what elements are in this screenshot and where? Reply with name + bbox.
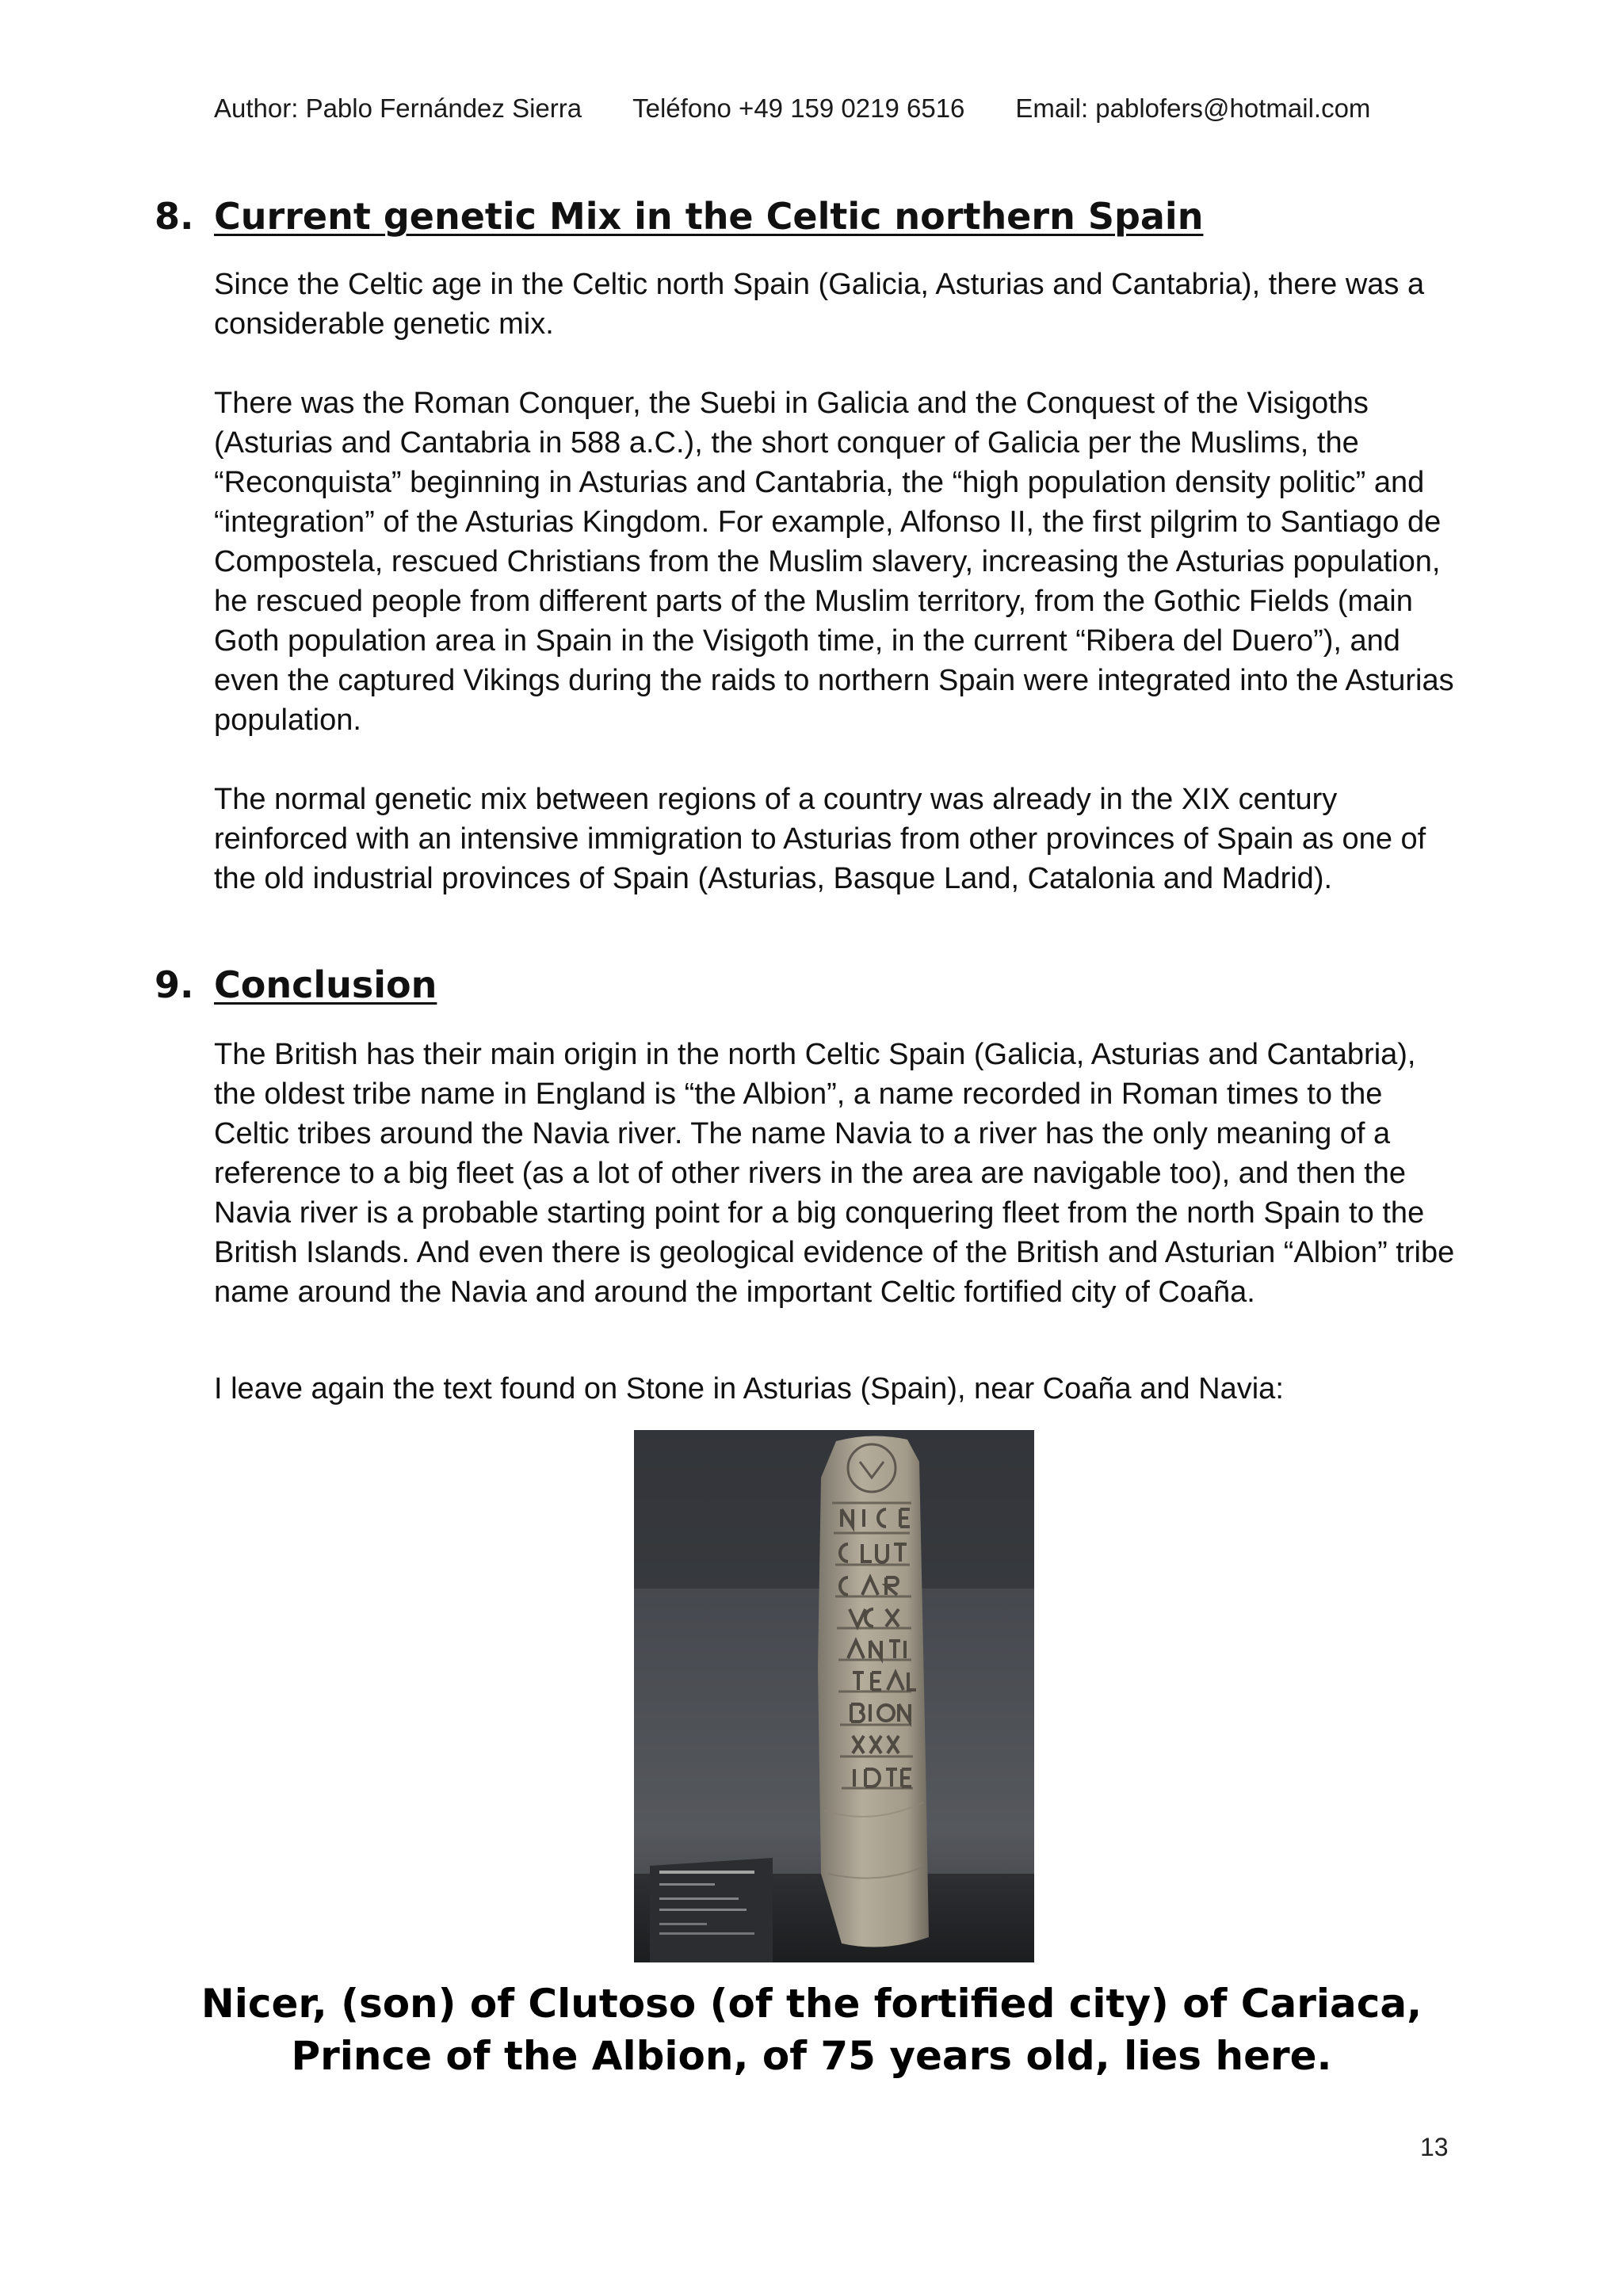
header-phone: Teléfono +49 159 0219 6516 bbox=[632, 93, 965, 123]
section-9-heading bbox=[155, 963, 437, 1006]
stele-caption-line-1: Nicer, (son) of Clutoso (of the fortified city) of Cariaca, bbox=[200, 1981, 1423, 2027]
section-9-number: 9. bbox=[155, 963, 194, 1006]
section-8-title: Current genetic Mix in the Celtic northern Spain bbox=[214, 195, 1204, 238]
section-9-title: Conclusion bbox=[214, 963, 437, 1006]
section-8-paragraph-1: Since the Celtic age in the Celtic north Spain (Galicia, Asturias and Cantabria), there was a considerable genetic mix. bbox=[214, 268, 1425, 341]
stele-caption-line-2: Prince of the Albion, of 75 years old, lies here. bbox=[291, 2033, 1332, 2079]
section-8-number: 8. bbox=[155, 195, 194, 238]
section-8-paragraph-3: The normal genetic mix between regions of a country was already in the XIX century reinforced with an intensive immigration to Asturias from other provinces of Spain as one of the old industrial provinces of Spain (Asturias, Basque Land, Catalonia and Madrid). bbox=[214, 783, 1426, 895]
header-author: Author: Pablo Fernández Sierra bbox=[214, 93, 582, 123]
section-9-paragraph-1: The British has their main origin in the north Celtic Spain (Galicia, Asturias and Cantabria), the oldest tribe name in England is “the Albion”, a name recorded in Roman times to the Celtic tribes around the Navia river. The name Navia to a river has the only meaning of a reference to a big fleet (as a lot of other rivers in the area are navigable too), and then the Navia river is a probable starting point for a big conquering fleet from the north Spain to the British Islands. And even there is geological evidence of the British and Asturian “Albion” tribe name around the Navia and around the important Celtic fortified city of Coaña. bbox=[214, 1038, 1455, 1309]
header-email: Email: pablofers@hotmail.com bbox=[1015, 93, 1371, 123]
section-8-paragraph-2: There was the Roman Conquer, the Suebi in Galicia and the Conquest of the Visigoths (Asturias and Cantabria in 588 a.C.), the short conquer of Galicia per the Muslims, the “Reconquista” beginning in Asturias and Cantabria, the “high population density politic” and “integration” of the Asturias Kingdom. For example, Alfonso II, the first pilgrim to Santiago de Compostela, rescued Christians from the Muslim slavery, increasing the Asturias population, he rescued people from different parts of the Muslim territory, from the Gothic Fields (main Goth population area in Spain in the Visigoth time, in the current “Ribera del Duero”), and even the captured Vikings during the raids to northern Spain were integrated into the Asturias population. bbox=[214, 387, 1454, 737]
section-8-heading bbox=[155, 195, 1203, 238]
section-9-paragraph-2: I leave again the text found on Stone in Asturias (Spain), near Coaña and Navia: bbox=[214, 1372, 1284, 1405]
page-header bbox=[214, 93, 1426, 124]
stele-photo-graphic bbox=[634, 1430, 1034, 1962]
stele-photo bbox=[634, 1430, 1034, 1962]
page-number: 13 bbox=[1420, 2133, 1449, 2161]
